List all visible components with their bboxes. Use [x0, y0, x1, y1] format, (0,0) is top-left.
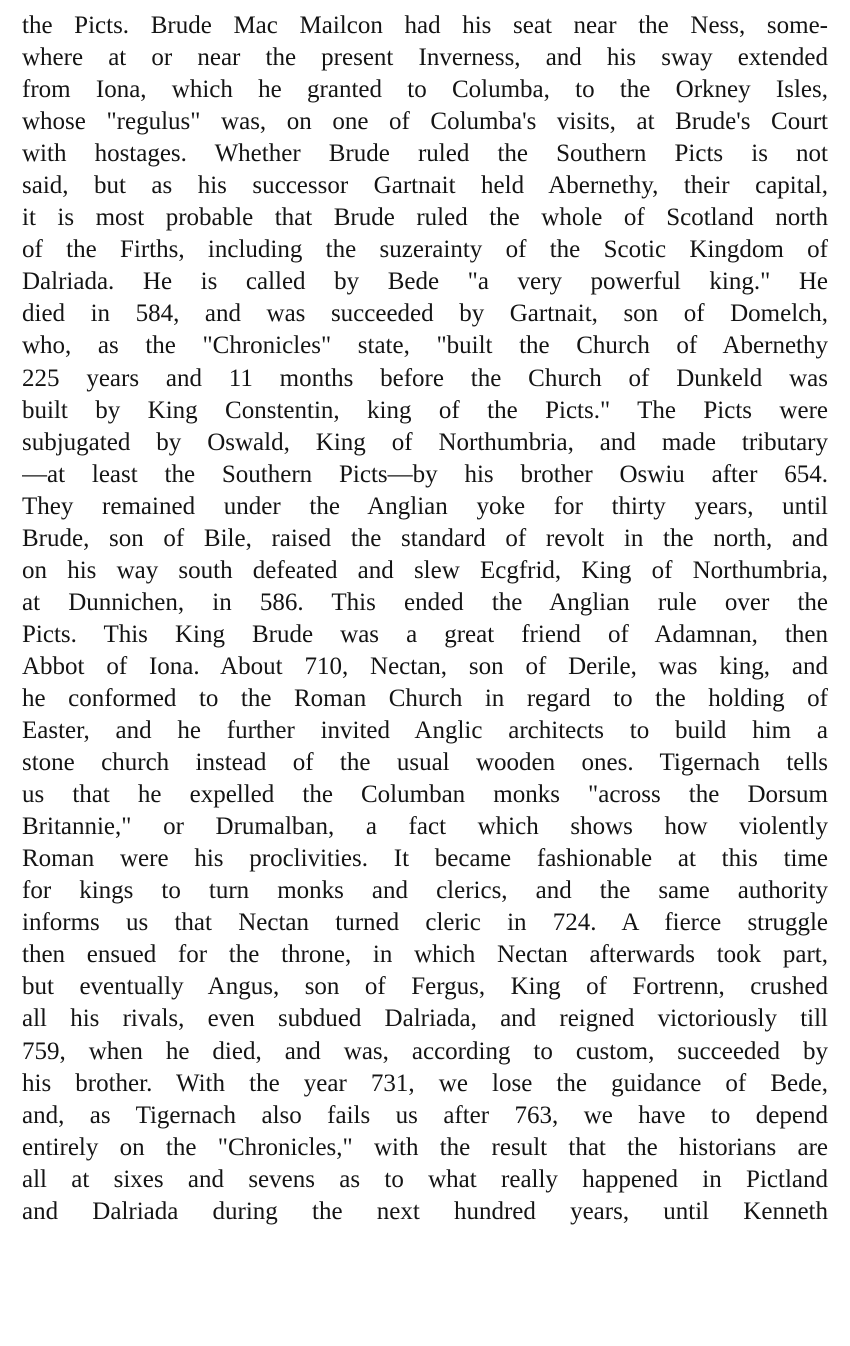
text-line: then ensued for the throne, in which Nectan afterwards took part, [22, 941, 828, 969]
text-line: with hostages. Whether Brude ruled the Southern Picts is not [22, 140, 828, 168]
text-line: Dalriada. He is called by Bede "a very powerful king." He [22, 268, 828, 296]
text-line: They remained under the Anglian yoke for thirty years, until [22, 492, 828, 520]
text-line: Brude, son of Bile, raised the standard of revolt in the north, and [22, 524, 828, 552]
text-line: Picts. This King Brude was a great friend of Adamnan, then [22, 620, 828, 648]
text-line: from Iona, which he granted to Columba, to the Orkney Isles, [22, 76, 828, 104]
text-line: 759, when he died, and was, according to custom, succeeded by [22, 1037, 828, 1065]
body-paragraph [22, 10, 828, 1228]
text-line: died in 584, and was succeeded by Gartnait, son of Domelch, [22, 300, 828, 328]
text-line: it is most probable that Brude ruled the whole of Scotland north [22, 204, 828, 232]
text-line: 225 years and 11 months before the Church of Dunkeld was [22, 364, 828, 392]
text-line: informs us that Nectan turned cleric in 724. A fierce struggle [22, 909, 828, 937]
text-line: and, as Tigernach also fails us after 763, we have to depend [22, 1101, 828, 1129]
text-line: said, but as his successor Gartnait held Abernethy, their capital, [22, 172, 828, 200]
text-line: entirely on the "Chronicles," with the result that the historians are [22, 1133, 828, 1161]
book-page [22, 10, 828, 1336]
text-line: stone church instead of the usual wooden ones. Tigernach tells [22, 749, 828, 777]
text-line: —at least the Southern Picts—by his brother Oswiu after 654. [22, 460, 828, 488]
text-line: who, as the "Chronicles" state, "built the Church of Abernethy [22, 332, 828, 360]
text-line: Britannie," or Drumalban, a fact which shows how violently [22, 813, 828, 841]
text-line: he conformed to the Roman Church in regard to the holding of [22, 684, 828, 712]
text-line: on his way south defeated and slew Ecgfrid, King of Northumbria, [22, 556, 828, 584]
text-line: but eventually Angus, son of Fergus, King of Fortrenn, crushed [22, 973, 828, 1001]
text-line: Roman were his proclivities. It became fashionable at this time [22, 845, 828, 873]
text-line: subjugated by Oswald, King of Northumbria, and made tributary [22, 428, 828, 456]
text-line: built by King Constentin, king of the Picts." The Picts were [22, 396, 828, 424]
text-line: us that he expelled the Columban monks "across the Dorsum [22, 781, 828, 809]
text-line: the Picts. Brude Mac Mailcon had his seat near the Ness, some- [22, 12, 828, 39]
text-line: all his rivals, even subdued Dalriada, and reigned victoriously till [22, 1005, 828, 1033]
text-line: of the Firths, including the suzerainty of the Scotic Kingdom of [22, 236, 828, 264]
text-line: Easter, and he further invited Anglic architects to build him a [22, 717, 828, 745]
text-line: all at sixes and sevens as to what really happened in Pictland [22, 1165, 828, 1193]
text-line: where at or near the present Inverness, and his sway extended [22, 44, 828, 72]
text-line: at Dunnichen, in 586. This ended the Anglian rule over the [22, 588, 828, 616]
text-line: whose "regulus" was, on one of Columba's visits, at Brude's Court [22, 108, 828, 136]
text-line: for kings to turn monks and clerics, and the same authority [22, 877, 828, 905]
text-line: his brother. With the year 731, we lose the guidance of Bede, [22, 1069, 828, 1097]
text-line: and Dalriada during the next hundred years, until Kenneth [22, 1197, 828, 1225]
text-line: Abbot of Iona. About 710, Nectan, son of Derile, was king, and [22, 652, 828, 680]
